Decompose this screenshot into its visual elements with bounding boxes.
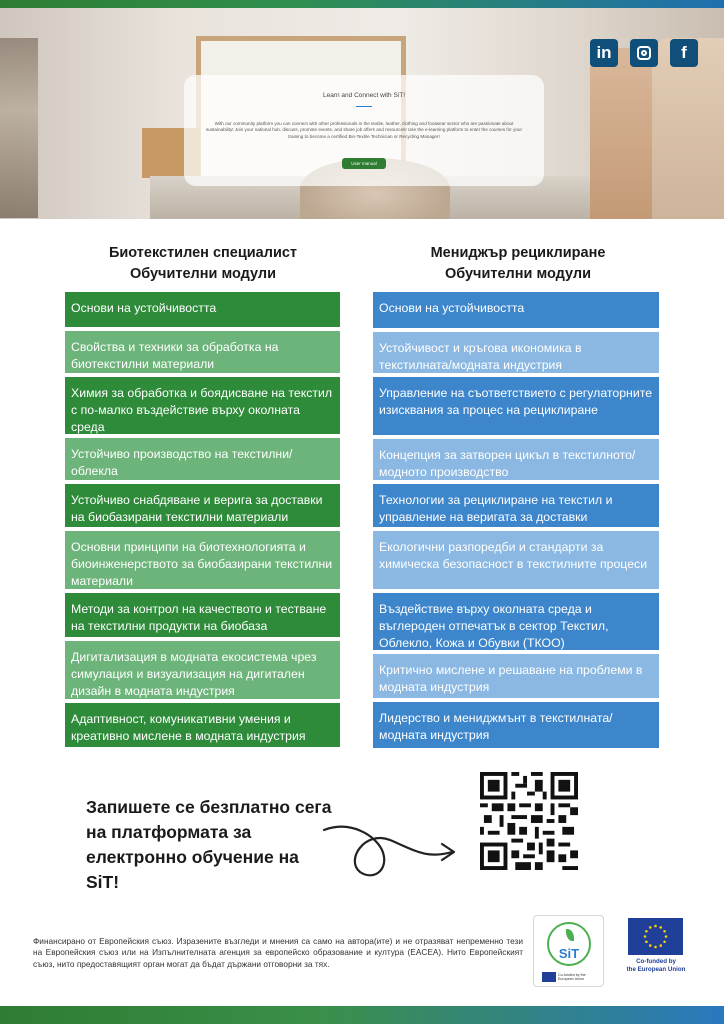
eu-flag-icon: [628, 918, 683, 955]
biotextile-module-3: Химия за обработка и боядисване на текстил с по-малко въздействие върху околната среда: [65, 377, 340, 434]
hero-divider: [356, 106, 372, 107]
linkedin-icon[interactable]: in: [590, 39, 618, 67]
arrow-icon: [320, 810, 470, 890]
recycling-module-8: Критично мислене и решаване на проблеми в модната индустрия: [373, 654, 659, 698]
recycling-module-1: Основи на устойчивостта: [373, 292, 659, 328]
user-manual-button[interactable]: User manual: [342, 158, 386, 169]
leaf-icon: [566, 929, 574, 941]
facebook-icon[interactable]: f: [670, 39, 698, 67]
recycling-column-title: Мениджър рециклиране Обучителни модули: [430, 245, 606, 282]
recycling-module-2: Устойчивост и кръгова икономика в текстилната/модната индустрия: [373, 332, 659, 373]
biotextile-module-7: Методи за контрол на качеството и тестване на текстилни продукти на биобаза: [65, 593, 340, 637]
hero-shelf-decor: [0, 38, 38, 218]
eu-disclaimer-text: Финансирано от Европейския съюз. Изразените възгледи и мнения са само на автора(ите) и не отразяват непременно тези на Европейския съюз или на Изпълнителната агенция за европейско образование и култура (EACEA). Нито Европейският съюз, нито предоставящият орган могат да бъдат държани отговорни за тях.: [33, 936, 523, 969]
hero-banner: [0, 8, 724, 219]
biotextile-module-9: Адаптивност, комуникативни умения и креативно мислене в модната индустрия: [65, 703, 340, 747]
hero-title: Learn and Connect with SiT!: [322, 92, 406, 99]
sit-logo-eu-badge: Co-funded by the European Union: [542, 971, 597, 983]
bottom-color-stripe: [0, 1006, 724, 1024]
qr-code[interactable]: [480, 772, 578, 870]
instagram-icon[interactable]: [630, 39, 658, 67]
recycling-module-4: Концепция за затворен цикъл в текстилното/модното производство: [373, 439, 659, 480]
biotextile-column-title: Биотекстилен специалист Обучителни модули: [108, 245, 298, 282]
sit-logo-circle: [547, 922, 591, 966]
sit-logo-text: SiT: [558, 946, 580, 961]
biotextile-module-5: Устойчиво снабдяване и верига за доставки на биобазирани текстилни материали: [65, 484, 340, 527]
eu-cofunded-caption: Co-funded by the European Union: [626, 958, 686, 973]
recycling-module-5: Технологии за рециклиране на текстил и управление на веригата за доставки: [373, 484, 659, 527]
sit-logo: [533, 915, 604, 987]
hero-body-text: With our community platform you can connect with other professionals in the textile, leather, clothing and footwear sector who are passionate about sustainability! Join your national hub, discuss, promote events, and share job offers and resources! Use the e-learning platform to enter the courses for your training to become a certified Bio-Textile Technician or Recycling Manager!: [205, 121, 523, 139]
eu-flag-small-icon: [542, 972, 556, 982]
signup-call-to-action: Запишете се безплатно сега на платформата за електронно обучение на SiT!: [86, 797, 332, 892]
biotextile-module-1: Основи на устойчивостта: [65, 292, 340, 327]
hero-coat-decor: [590, 48, 660, 219]
biotextile-module-2: Свойства и техники за обработка на биотекстилни материали: [65, 331, 340, 373]
recycling-module-9: Лидерство и мениджмънт в текстилната/модната индустрия: [373, 702, 659, 748]
recycling-module-6: Екологични разпоредби и стандарти за химическа безопасност в текстилните процеси: [373, 531, 659, 589]
biotextile-module-6: Основни принципи на биотехнологията и биоинженерството за биобазирани текстилни материали: [65, 531, 340, 589]
recycling-module-3: Управление на съответствието с регулаторните изисквания за процес на рециклиране: [373, 377, 659, 435]
hero-info-card: [184, 75, 544, 186]
top-color-stripe: [0, 0, 724, 8]
biotextile-module-4: Устойчиво производство на текстилни/облекла: [65, 438, 340, 480]
biotextile-module-8: Дигитализация в модната екосистема чрез симулация и визуализация на дигитален дизайн в модната индустрия: [65, 641, 340, 699]
recycling-module-7: Въздействие върху околната среда и въглероден отпечатък в сектор Текстил, Облекло, Кожа и Обувки (ТКОО): [373, 593, 659, 650]
